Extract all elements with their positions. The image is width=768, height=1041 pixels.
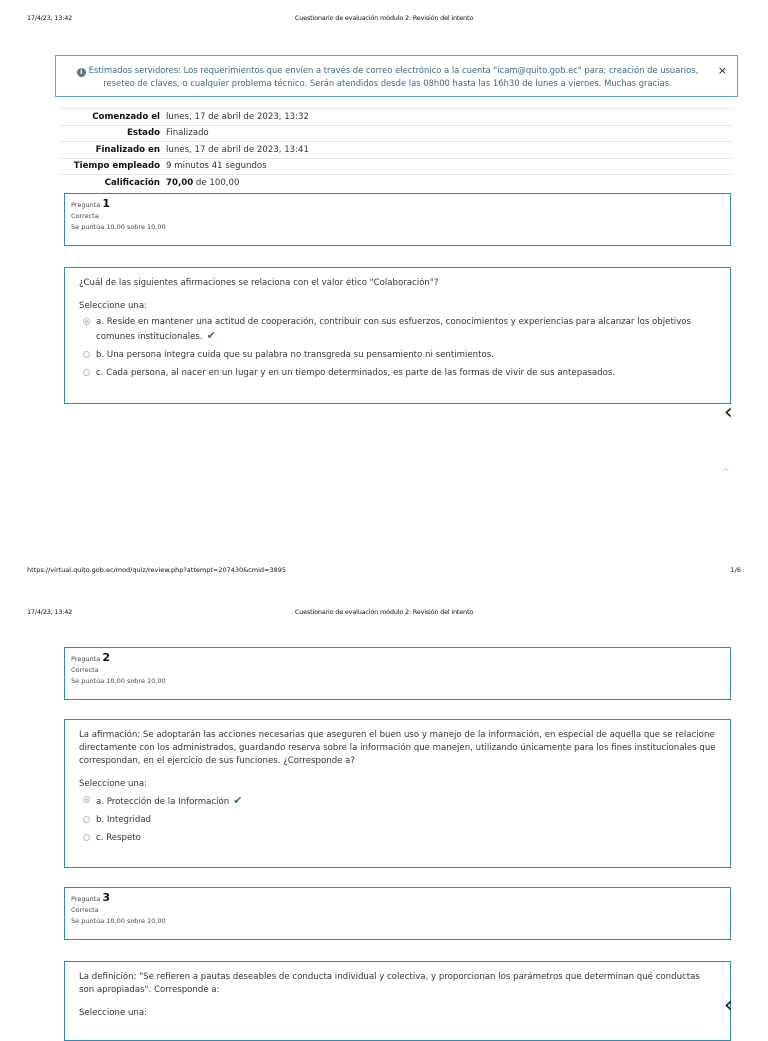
close-icon[interactable]: × (717, 64, 727, 77)
question-content (64, 961, 731, 1041)
answer-option[interactable] (83, 349, 716, 362)
attempt-summary (60, 108, 732, 191)
grade-value (166, 178, 239, 188)
answer-option[interactable] (83, 832, 716, 845)
radio-button[interactable] (83, 369, 90, 376)
radio-button[interactable] (83, 318, 90, 325)
option-text: a. Protección de la Información (96, 797, 230, 807)
summary-row (60, 142, 732, 159)
summary-value: lunes, 17 de abril de 2023, 13:41 (166, 144, 309, 155)
select-label: Seleccione una: (79, 779, 148, 789)
summary-row (60, 159, 732, 176)
question-info (64, 193, 731, 246)
select-label: Seleccione una: (79, 1008, 148, 1018)
caret-up-icon[interactable]: ^ (722, 468, 730, 478)
question-status: Correcta (71, 906, 99, 914)
summary-label: Tiempo empleado (73, 161, 160, 172)
option-text: b. Integridad (96, 815, 152, 825)
page-number: 1/6 (730, 566, 741, 574)
question-prompt: La definición: "Se refieren a pautas deseables de conducta individual y colectiva, y proporcionan los parámetros que determinan qué conductas son apropiadas". Corresponde a: (79, 972, 700, 995)
option-text: b. Una persona íntegra cuida que su palabra no transgreda su pensamiento ni sentimientos. (96, 350, 494, 360)
question-number: 3 (102, 891, 110, 904)
question-content (64, 267, 731, 404)
question-prompt: ¿Cuál de las siguientes afirmaciones se relaciona con el valor ético "Colaboración"? (79, 278, 439, 288)
question-status: Correcta (71, 666, 99, 674)
answer-option[interactable] (83, 316, 716, 344)
option-text: a. Reside en mantener una actitud de cooperación, contribuir con sus esfuerzos, conocimientos y experiencias para alcanzar los objetivos comunes institucionales. (96, 317, 692, 342)
alert-text: Estimados servidores: Los requerimientos que envíen a través de correo electrónico a la cuenta "icam@quito.gob.ec" para; creación de usuarios, reseteo de claves, o cualquier problema técnico. Serán atendidos desde las 08h00 hasta las 16h30 de lunes a viernes. Muchas gracias. (88, 65, 699, 88)
radio-button[interactable] (83, 834, 90, 841)
chevron-left-icon[interactable]: ‹ (724, 993, 733, 1018)
question-info (64, 887, 731, 940)
answer-option[interactable] (83, 814, 716, 827)
chevron-left-icon[interactable]: ‹ (724, 400, 733, 425)
notice-alert (55, 55, 738, 97)
question-number: 1 (102, 197, 110, 210)
print-url: https://virtual.quito.gob.ec/mod/quiz/review.php?attempt=207430&cmid=3895 (27, 566, 287, 574)
check-icon: ✔ (233, 794, 243, 807)
summary-row (60, 175, 732, 191)
print-date: 17/4/23, 13:42 (27, 608, 73, 616)
print-title: Cuestionario de evaluación módulo 2: Revisión del intento (294, 608, 474, 616)
summary-value: lunes, 17 de abril de 2023, 13:32 (166, 111, 309, 122)
radio-button[interactable] (83, 351, 90, 358)
question-label: Pregunta (71, 201, 101, 209)
grade-max: de 100,00 (193, 177, 240, 188)
question-number: 2 (102, 651, 110, 664)
question-label: Pregunta (71, 655, 101, 663)
question-score: Se puntúa 10,00 sobre 10,00 (71, 223, 166, 231)
question-content (64, 719, 731, 868)
check-icon: ✔ (206, 329, 216, 342)
select-label: Seleccione una: (79, 301, 148, 311)
print-title: Cuestionario de evaluación módulo 2: Revisión del intento (294, 14, 474, 22)
answer-option[interactable] (83, 794, 716, 809)
summary-label: Comenzado el (92, 111, 160, 122)
answer-option[interactable] (83, 367, 716, 380)
question-status: Correcta (71, 212, 99, 220)
summary-label: Estado (127, 128, 160, 139)
question-prompt: La afirmación: Se adoptarán las acciones necesarias que aseguren el buen uso y manejo de la información, en especial de aquella que se relacione directamente con los administrados, guardando reserva sobre la información que manejen, utilizando únicamente para los fines institucionales que correspondan, en el ejercicio de sus funciones. ¿Corresponde a? (79, 730, 716, 766)
question-score: Se puntúa 10,00 sobre 10,00 (71, 677, 166, 685)
radio-button[interactable] (83, 796, 90, 803)
grade-score: 70,00 (166, 177, 194, 188)
option-text: c. Respeto (96, 833, 141, 843)
print-date: 17/4/23, 13:42 (27, 14, 73, 22)
summary-value: 9 minutos 41 segundos (166, 161, 267, 172)
summary-label: Calificación (104, 177, 160, 188)
question-label: Pregunta (71, 895, 101, 903)
question-info (64, 647, 731, 700)
summary-value: Finalizado (166, 128, 209, 139)
info-icon: i (77, 68, 86, 77)
summary-label: Finalizado en (95, 144, 160, 155)
question-score: Se puntúa 10,00 sobre 10,00 (71, 917, 166, 925)
summary-row (60, 108, 732, 126)
radio-button[interactable] (83, 816, 90, 823)
option-text: c. Cada persona, al nacer en un lugar y en un tiempo determinados, es parte de las formas de vivir de sus antepasados. (96, 368, 616, 378)
summary-row (60, 126, 732, 143)
